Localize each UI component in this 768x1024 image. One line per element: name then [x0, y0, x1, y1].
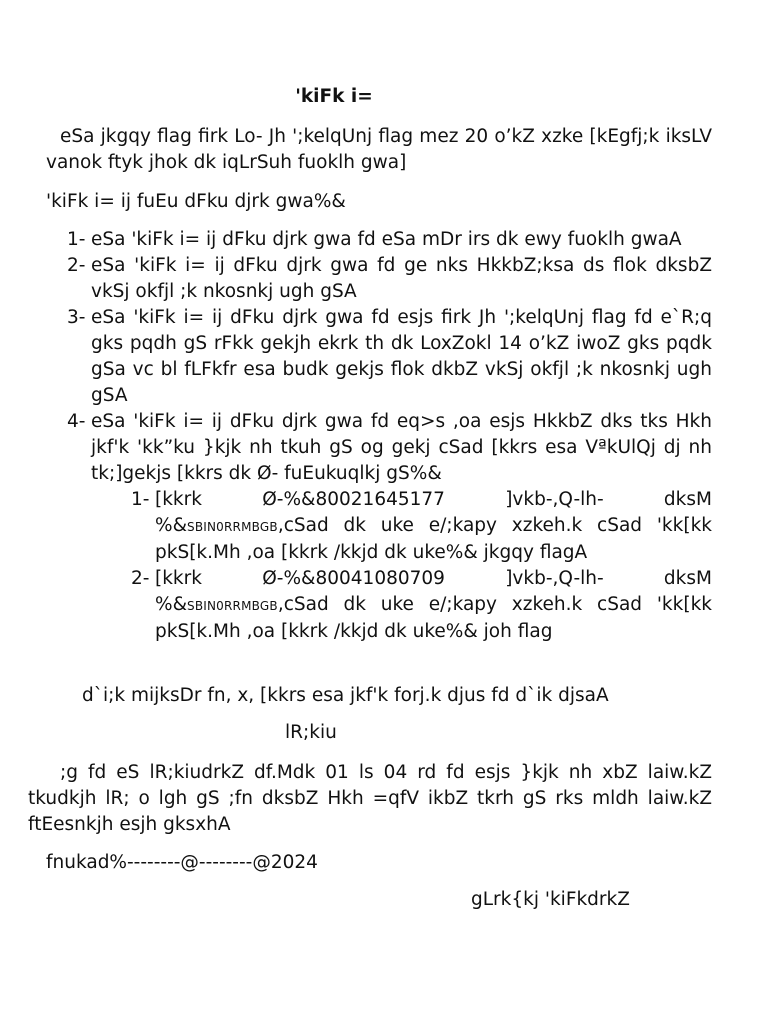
item-text: eSa 'kiFk i= ij dFku djrk gwa fd eSa mDr irs dk ewy fuoklh gwaA [91, 229, 682, 250]
item-number: 4- [67, 411, 86, 432]
date-line: fnukad%--------@--------@2024 [46, 852, 318, 873]
request-line: d`i;k mijksDr fn, x, [kkrs esa jkf'k forj.k djus fd d`ik djsaA [82, 685, 609, 706]
account-number: 2- [131, 568, 150, 589]
item-text: eSa 'kiFk i= ij dFku djrk gwa fd ge nks HkkbZ;ksa ds flok dksbZ vkSj okfjl ;k nkosnkj ugh gSA [91, 255, 712, 302]
intro-paragraph: eSa jkgqy flag firk Lo- Jh ';kelqUnj flag mez 20 o’kZ xzke [kEgfj;k iksLV vanok ftyk jhok dk iqLrSuh fuoklh gwa] [46, 126, 712, 173]
ifsc-code: SBIN0RRMBGB [187, 520, 278, 534]
account-number: 1- [131, 489, 150, 510]
account-item [131, 487, 712, 566]
list-item [67, 227, 712, 253]
ifsc-code: SBIN0RRMBGB [187, 599, 278, 613]
verification-heading: lR;kiu [285, 722, 337, 743]
account-list [131, 487, 712, 645]
account-prefix: [kkrk Ø-%&80041080709 ]vkb-,Q-lh- dksM %& [155, 568, 712, 615]
item-text: eSa 'kiFk i= ij dFku djrk gwa fd esjs firk Jh ';kelqUnj flag fd e`R;q gks pqdh gS rFkk gekjh ekrk th dk LoxZokl 14 o’kZ iwoZ gks pqdk gSa vc bl fLFkfr esa budk gekjs flok dkbZ vkSj okfjl ;k nkosnkj ugh gSA [91, 307, 712, 406]
item-text: eSa 'kiFk i= ij dFku djrk gwa fd eq>s ,oa esjs HkkbZ dks tks Hkh jkf'k 'kk”ku }kjk nh tkuh gS og gekj cSad [kkrs esa VªkUlQj dj nh tk;]gekjs [kkrs dk Ø- fuEukuqlkj gS%& [91, 411, 712, 484]
declaration-paragraph: ;g fd eS lR;kiudrkZ df.Mdk 01 ls 04 rd fd esjs }kjk nh xbZ laiw.kZ tkudkjh lR; o lgh gS ;fn dksbZ Hkh =qfV ikbZ tkrh gS rks mldh laiw.kZ ftEesnkjh esjh gksxhA [28, 762, 712, 835]
document-title: 'kiFk i= [295, 86, 373, 107]
list-item [67, 409, 712, 645]
item-number: 2- [67, 255, 86, 276]
list-item [67, 305, 712, 409]
item-number: 3- [67, 307, 86, 328]
account-suffix: ,cSad dk uke e/;kapy xzkeh.k cSad 'kk[kk pkS[k.Mh ,oa [kkrk /kkjd dk uke%& jkgqy flagA [155, 515, 712, 563]
item-number: 1- [67, 229, 86, 250]
signature-line: gLrk{kj 'kiFkdrkZ [471, 889, 630, 910]
list-item [67, 253, 712, 305]
statement-list [67, 227, 712, 645]
statement-lead: 'kiFk i= ij fuEu dFku djrk gwa%& [46, 191, 346, 212]
account-prefix: [kkrk Ø-%&80021645177 ]vkb-,Q-lh- dksM %& [155, 489, 712, 536]
account-item [131, 566, 712, 645]
account-suffix: ,cSad dk uke e/;kapy xzkeh.k cSad 'kk[kk pkS[k.Mh ,oa [kkrk /kkjd dk uke%& joh flag [155, 594, 712, 642]
